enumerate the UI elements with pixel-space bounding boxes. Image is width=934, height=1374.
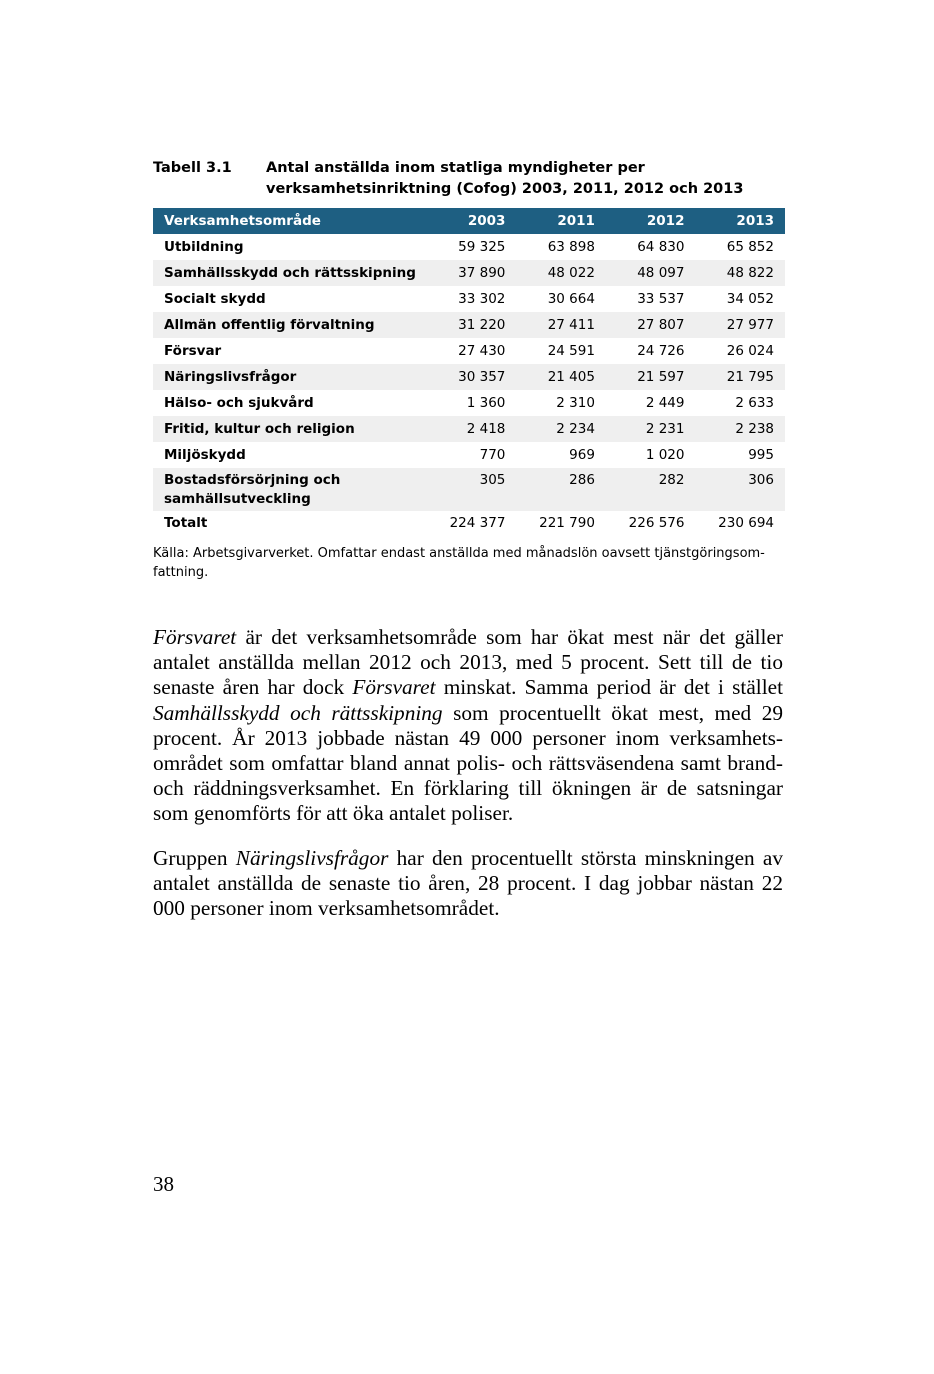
table-cell: 31 220 [427, 312, 517, 338]
table-cell: 30 664 [547, 291, 595, 307]
table-total-row [153, 511, 785, 535]
table-cell: 33 302 [458, 291, 506, 307]
table-row [153, 260, 785, 286]
column-header: 2011 [516, 208, 606, 234]
employee-table [153, 208, 785, 535]
table-cell: 21 405 [516, 364, 606, 390]
emphasis: Samhällsskydd och rättsskipning [153, 700, 443, 725]
table-row [153, 234, 785, 260]
table-cell: 1 360 [466, 395, 506, 411]
table-title: Antal anställda inom statliga myndigheter per verksamhetsinriktning (Cofog) 2003, 2011, 2012 och 2013 [266, 160, 744, 197]
table-cell: 2 418 [427, 416, 517, 442]
table-cell: 26 024 [726, 343, 774, 359]
row-label: Socialt skydd [164, 291, 266, 307]
body-paragraph [153, 846, 783, 922]
emphasis: Försvaret [352, 675, 436, 700]
table-cell: 2 234 [516, 416, 606, 442]
table-cell: 305 [427, 468, 517, 511]
table-cell: 48 822 [695, 260, 785, 286]
paragraph-text: är det verksamhetsområde som har ökat mest när det gäller antalet anställda mellan 2012 och 2013, med 5 procent. Sett till de tio senaste åren har dock [153, 625, 783, 700]
table-cell: 63 898 [547, 239, 595, 255]
table-cell: 2 231 [606, 416, 696, 442]
row-label: Samhällsskydd och rättsskipning [153, 260, 427, 286]
table-row [153, 416, 785, 442]
row-label: Fritid, kultur och religion [153, 416, 427, 442]
paragraph-text: Gruppen [153, 846, 236, 870]
table-cell: 282 [606, 468, 696, 511]
row-label: Allmän offentlig förvaltning [153, 312, 427, 338]
table-cell: 224 377 [449, 515, 506, 531]
table-cell: 64 830 [637, 239, 685, 255]
table-cell: 221 790 [539, 515, 595, 531]
body-paragraph [153, 625, 783, 827]
table-cell: 27 430 [458, 343, 506, 359]
row-label: Totalt [164, 515, 208, 531]
table-cell: 33 537 [637, 291, 685, 307]
table-row [153, 468, 785, 511]
table-header-row [153, 208, 785, 234]
row-label: Utbildning [164, 239, 244, 255]
table-cell: 21 597 [606, 364, 696, 390]
row-label: Hälso- och sjukvård [164, 395, 314, 411]
paragraph-text: som procentuellt ökat mest, med 29 procent. År 2013 jobbade nästan 49 000 personer inom verksamhets-området som omfattar bland annat polis- och rättsväsendena samt brand- och räddningsverksamhet. En förklaring till ökningen är de satsningar som genomförts för att öka antalet poliser. [153, 700, 783, 826]
emphasis: Näringslivsfrågor [235, 846, 389, 870]
table-cell: 30 357 [427, 364, 517, 390]
paragraph-text: har den procentuellt största minskningen av antalet anställda de senaste tio åren, 28 procent. I dag jobbar nästan 22 000 personer inom verksamhetsområdet. [153, 846, 784, 921]
row-label: Försvar [164, 343, 222, 359]
table-cell: 24 726 [637, 343, 685, 359]
table-cell: 34 052 [726, 291, 774, 307]
table-cell: 59 325 [458, 239, 506, 255]
paragraph-text: minskat. Samma period är det i stället [435, 675, 783, 700]
table-row [153, 390, 785, 416]
table-row [153, 442, 785, 468]
source-note: Källa: Arbetsgivarverket. Omfattar endast anställda med månadslön oavsett tjänstgöringsom-fattning. [153, 546, 765, 580]
table-row [153, 286, 785, 312]
column-header: Verksamhetsområde [153, 208, 427, 234]
table-row [153, 364, 785, 390]
column-header: 2012 [606, 208, 696, 234]
table-cell: 37 890 [427, 260, 517, 286]
page-number: 38 [153, 1172, 174, 1196]
table-cell: 65 852 [726, 239, 774, 255]
table-cell: 21 795 [695, 364, 785, 390]
table-cell: 48 097 [606, 260, 696, 286]
table-cell: 286 [516, 468, 606, 511]
row-label: Näringslivsfrågor [153, 364, 427, 390]
table-cell: 230 694 [718, 515, 774, 531]
table-cell: 2 633 [735, 395, 774, 411]
table-cell: 27 807 [606, 312, 696, 338]
table-cell: 2 310 [556, 395, 595, 411]
table-row [153, 338, 785, 364]
table-cell: 2 238 [695, 416, 785, 442]
table-cell: 969 [569, 447, 595, 463]
table-number: Tabell 3.1 [153, 160, 232, 176]
table-cell: 995 [748, 447, 774, 463]
table-cell: 1 020 [645, 447, 685, 463]
table-cell: 770 [479, 447, 506, 463]
table-cell: 27 977 [695, 312, 785, 338]
table-cell: 24 591 [547, 343, 595, 359]
table-cell: 27 411 [516, 312, 606, 338]
column-header: 2013 [695, 208, 785, 234]
row-label: Miljöskydd [164, 447, 246, 463]
table-cell: 226 576 [628, 515, 685, 531]
emphasis: Försvaret [153, 625, 237, 649]
table-cell: 48 022 [516, 260, 606, 286]
table-row [153, 312, 785, 338]
row-label: Bostadsförsörjning och samhällsutveckling [153, 468, 427, 511]
table-cell: 306 [695, 468, 785, 511]
table-cell: 2 449 [645, 395, 685, 411]
column-header: 2003 [427, 208, 517, 234]
